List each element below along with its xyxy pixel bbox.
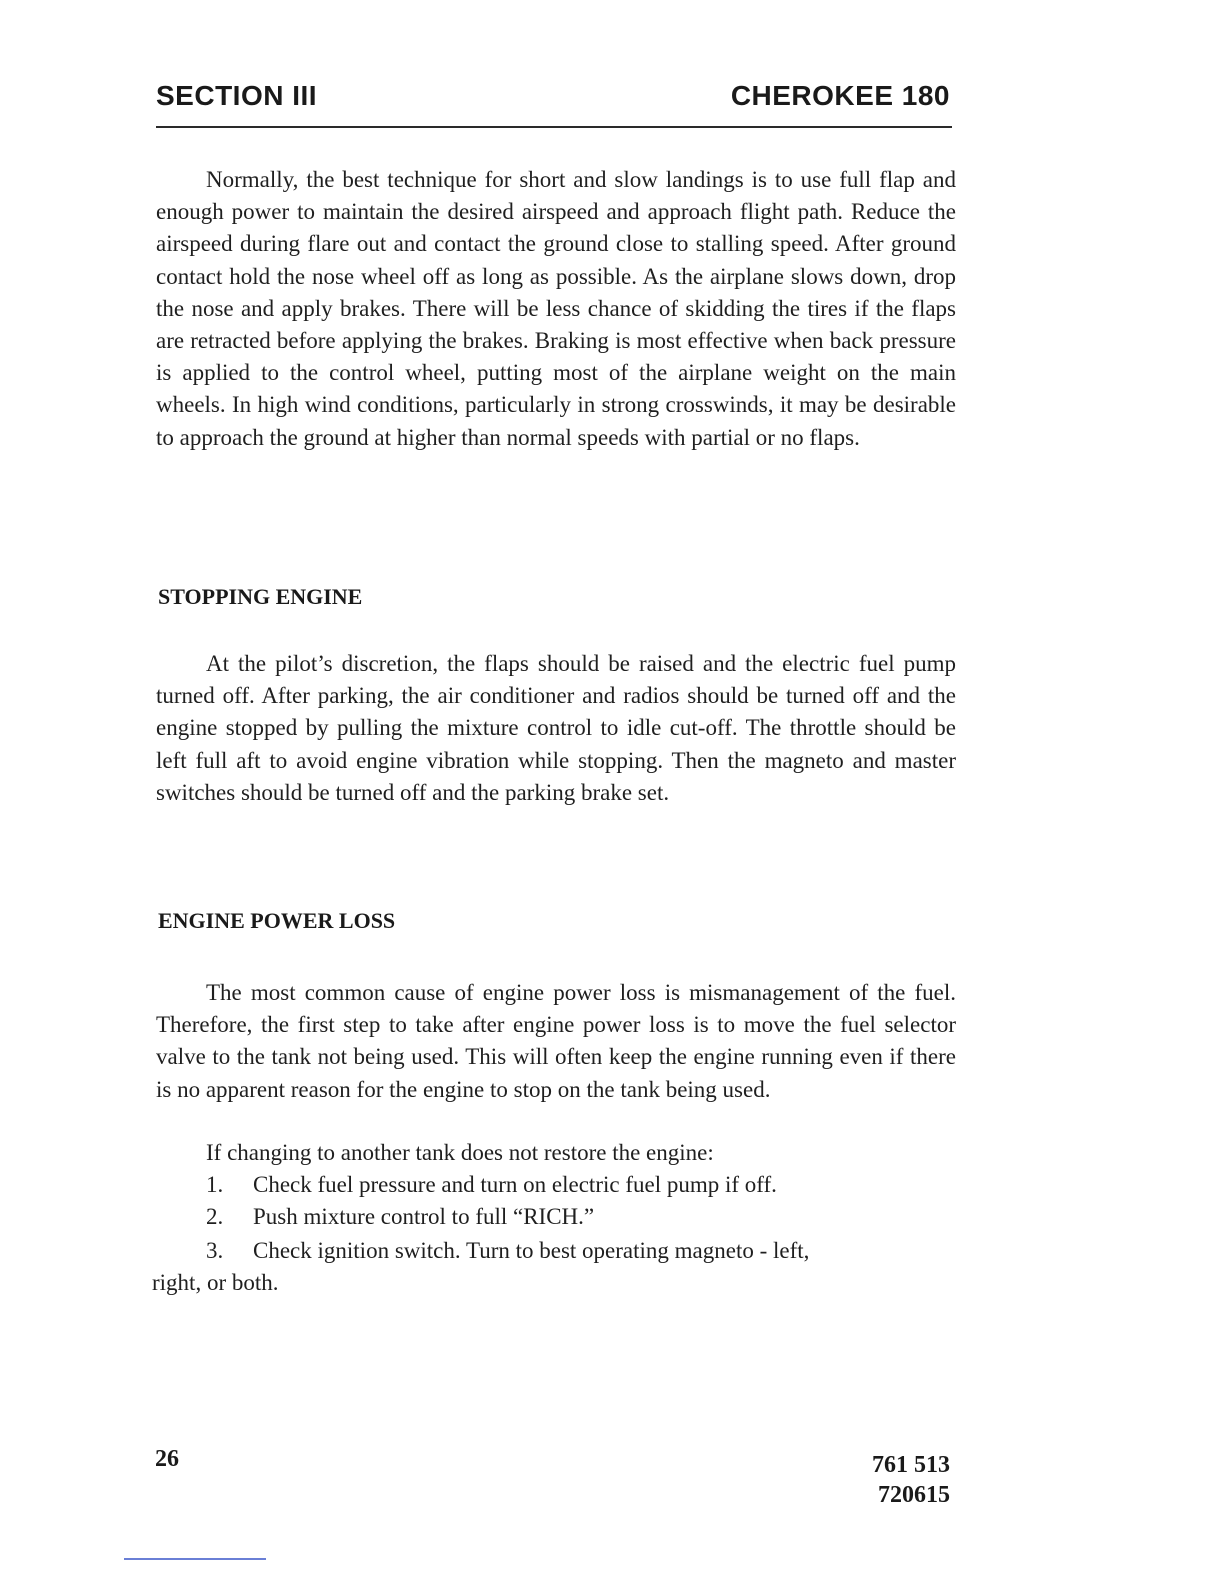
page-header xyxy=(156,80,952,128)
stopping-engine-paragraph: At the pilot’s discretion, the flaps should be raised and the electric fuel pump turned off. After parking, the air conditioner and radios should be turned off and the engine stopped by pulling the mixture control to idle cut-off. The throttle should be left full aft to avoid engine vibration while stopping. Then the magneto and master switches should be turned off and the parking brake set. xyxy=(156,651,956,805)
step-list-item xyxy=(156,1201,956,1233)
stopping-engine-heading: STOPPING ENGINE xyxy=(158,584,363,609)
restore-engine-intro: If changing to another tank does not restore the engine: xyxy=(206,1140,714,1165)
engine-power-loss-heading: ENGINE POWER LOSS xyxy=(158,908,396,933)
aircraft-model-label: CHEROKEE 180 xyxy=(730,80,950,111)
step-text: Check ignition switch. Turn to best operating magneto - left, xyxy=(253,1238,810,1263)
step-number: 3. xyxy=(206,1238,224,1263)
step-text: Push mixture control to full “RICH.” xyxy=(253,1204,595,1229)
step-continuation: right, or both. xyxy=(152,1270,279,1295)
engine-power-loss-paragraph: The most common cause of engine power loss is mismanagement of the fuel. Therefore, the first step to take after engine power loss is to move the fuel selector valve to the tank not being used. This will often keep the engine running even if there is no apparent reason for the engine to stop on the tank being used. xyxy=(156,980,956,1102)
page-number: 26 xyxy=(155,1446,179,1472)
step-text: Check fuel pressure and turn on electric fuel pump if off. xyxy=(253,1172,777,1197)
step-number: 2. xyxy=(206,1204,224,1229)
step-number: 1. xyxy=(206,1172,224,1197)
landing-technique-paragraph: Normally, the best technique for short and slow landings is to use full flap and enough power to maintain the desired airspeed and approach flight path. Reduce the airspeed during flare out and contact the ground close to stalling speed. After ground contact hold the nose wheel off as long as possible. As the airplane slows down, drop the nose and apply brakes. There will be less chance of skidding the tires if the flaps are retracted before applying the brakes. Braking is most effective when back pressure is applied to the control wheel, putting most of the airplane weight on the main wheels. In high wind conditions, particularly in strong crosswinds, it may be desirable to approach the ground at higher than normal speeds with partial or no flaps. xyxy=(156,167,956,450)
document-code-2: 720615 xyxy=(878,1482,950,1508)
document-codes xyxy=(872,1450,950,1510)
step-list-item xyxy=(156,1235,956,1267)
section-label: SECTION III xyxy=(156,80,318,111)
document-code-1: 761 513 xyxy=(872,1452,950,1478)
bottom-divider xyxy=(124,1558,266,1560)
step-list-item xyxy=(156,1169,956,1201)
